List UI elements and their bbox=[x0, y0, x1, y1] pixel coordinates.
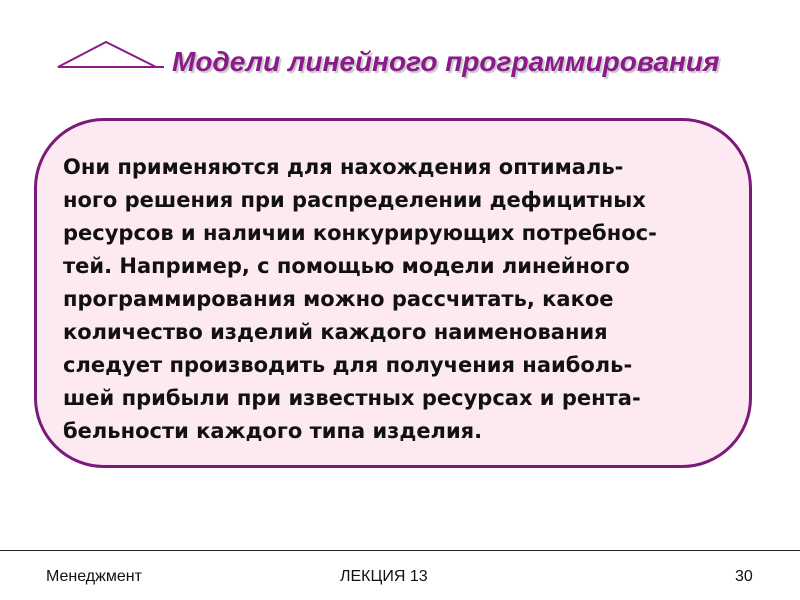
body-text bbox=[63, 151, 749, 448]
body-line: следует производить для получения наиболь- bbox=[63, 353, 633, 377]
body-line: количество изделий каждого наименования bbox=[63, 320, 608, 344]
body-line: бельности каждого типа изделия. bbox=[63, 419, 483, 443]
body-line: тей. Например, с помощью модели линейного bbox=[63, 254, 630, 278]
footer-lecture: ЛЕКЦИЯ 13 bbox=[340, 568, 428, 585]
triangle-arrow-icon bbox=[56, 40, 164, 70]
body-line: Они применяются для нахождения оптималь- bbox=[63, 155, 624, 179]
footer-page-number: 30 bbox=[735, 568, 753, 585]
body-line: шей прибыли при известных ресурсах и рента- bbox=[63, 386, 641, 410]
footer-divider bbox=[0, 550, 800, 551]
body-line: ного решения при распределении дефицитных bbox=[63, 188, 646, 212]
body-line: ресурсов и наличии конкурирующих потребнос- bbox=[63, 221, 657, 245]
body-line: программирования можно рассчитать, какое bbox=[63, 287, 614, 311]
slide-title: Модели линейного программирования bbox=[172, 46, 720, 77]
content-box bbox=[34, 118, 752, 468]
footer-course: Менеджмент bbox=[46, 568, 142, 585]
